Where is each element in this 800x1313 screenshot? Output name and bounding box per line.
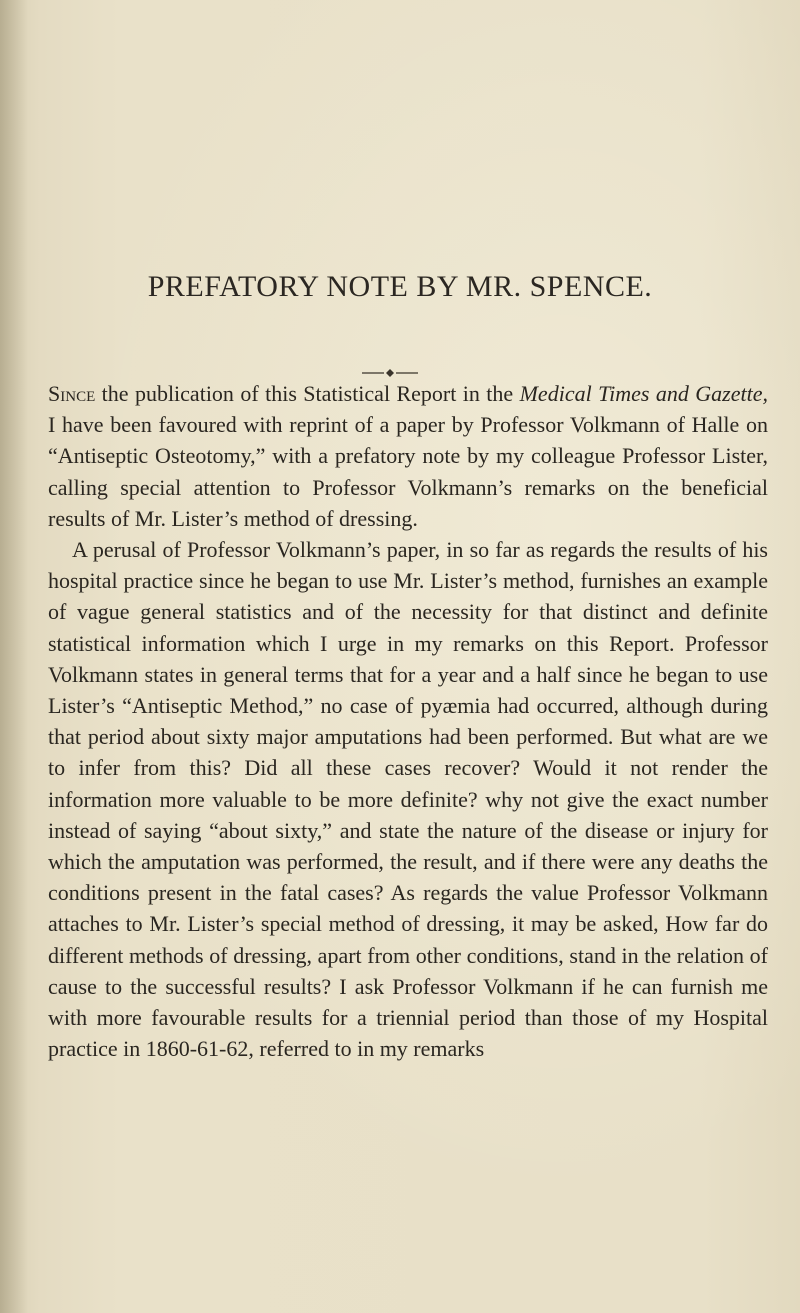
body-text	[48, 378, 768, 1064]
publication-title: Medical Times and Gazette,	[519, 381, 768, 406]
page-gutter-shadow	[0, 0, 28, 1313]
lead-word: Since	[48, 381, 96, 406]
paragraph-1-text-a: the publication of this Statistical Report in the	[95, 381, 520, 406]
page-title: PREFATORY NOTE BY MR. SPENCE.	[147, 270, 653, 303]
paragraph-1	[48, 378, 768, 534]
paragraph-2: A perusal of Professor Volkmann’s paper, in so far as regards the results of his hospital practice since he began to use Mr. Lister’s method, furnishes an example of vague general statistics and of the necessity for that distinct and definite statistical information which I urge in my remarks on this Report. Professor Volkmann states in general terms that for a year and a half since he began to use Lister’s “Antiseptic Method,” no case of pyæmia had occurred, although during that period about sixty major amputations had been performed. But what are we to infer from this? Did all these cases recover? Would it not render the information more valuable to be more definite? why not give the exact number instead of saying “about sixty,” and state the nature of the disease or injury for which the amputation was performed, the result, and if there were any deaths the conditions present in the fatal cases? As regards the value Professor Volkmann attaches to Mr. Lister’s special method of dressing, it may be asked, How far do different methods of dressing, apart from other conditions, stand in the relation of cause to the successful results? I ask Professor Volkmann if he can furnish me with more favourable results for a triennial period than those of my Hospital practice in 1860-61-62, referred to in my remarks	[48, 537, 768, 1062]
paragraph-1-text-b: I have been favoured with reprint of a paper by Professor Volkmann of Halle on “Antiseptic Osteotomy,” with a prefatory note by my colleague Professor Lister, calling special attention to Professor Volkmann’s remarks on the beneficial results of Mr. Lister’s method of dressing.	[48, 412, 768, 531]
